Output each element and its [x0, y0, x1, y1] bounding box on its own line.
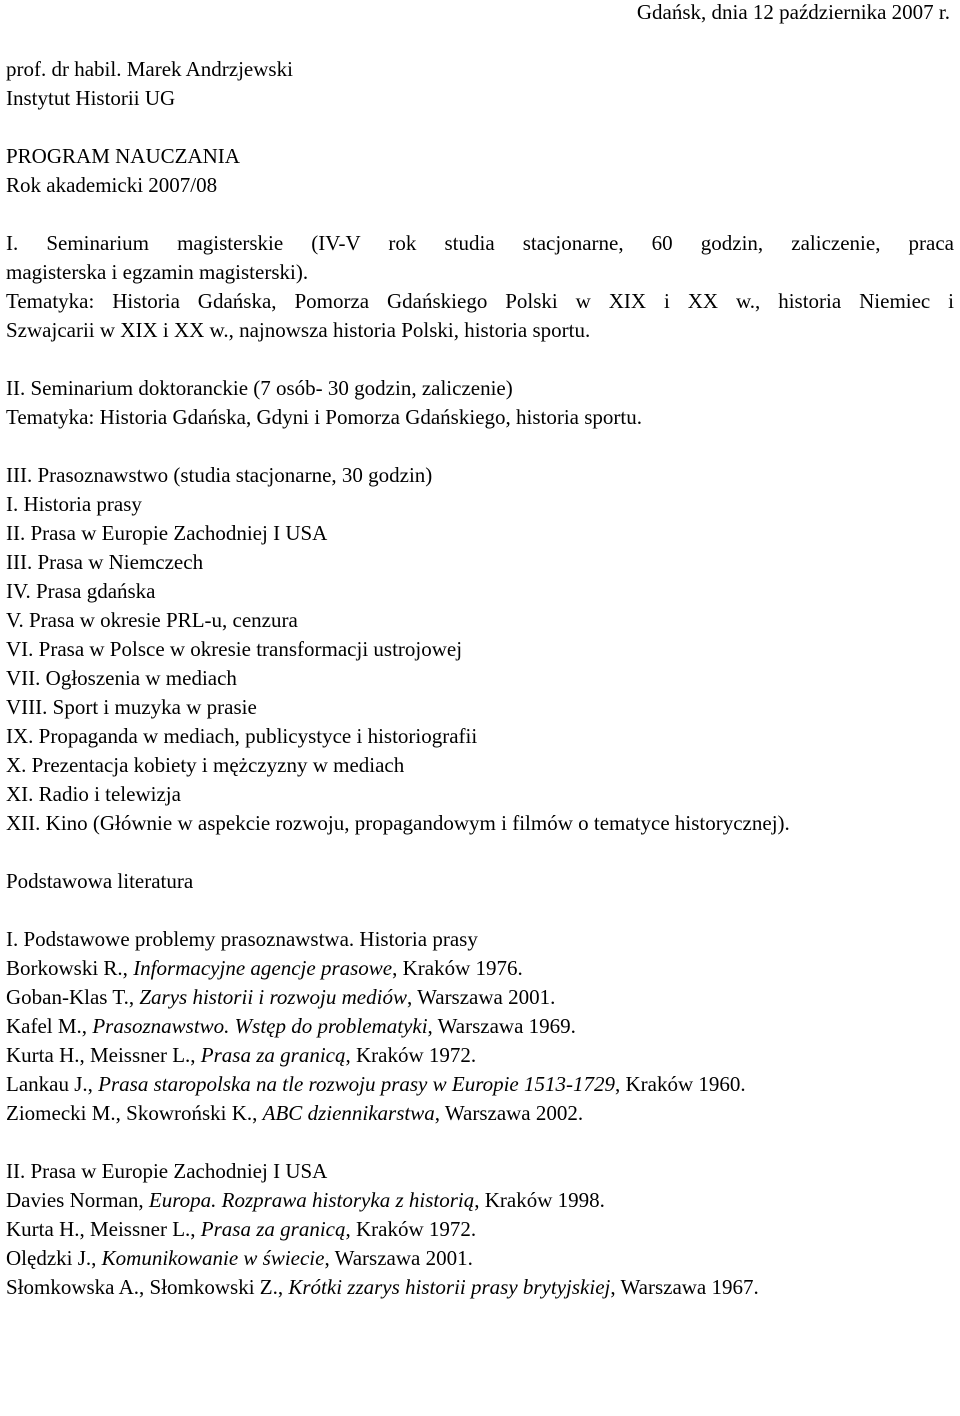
- topic-item: IX. Propaganda w mediach, publicystyce i historiografii: [6, 724, 478, 748]
- bibliography-entry: Ziomecki M., Skowroński K., ABC dziennikarstwa, Warszawa 2002.: [6, 1101, 584, 1125]
- bibliography-entry: Słomkowska A., Słomkowski Z., Krótki zzarys historii prasy brytyjskiej, Warszawa 1967.: [6, 1275, 759, 1299]
- topic-item: VII. Ogłoszenia w mediach: [6, 666, 237, 690]
- author-name: prof. dr habil. Marek Andrzjewski: [6, 57, 293, 81]
- bibliography-entry: Goban-Klas T., Zarys historii i rozwoju mediów, Warszawa 2001.: [6, 985, 556, 1009]
- section3-title: III. Prasoznawstwo (studia stacjonarne, 30 godzin): [6, 463, 433, 487]
- bibliography-entry: Kafel M., Prasoznawstwo. Wstęp do problematyki, Warszawa 1969.: [6, 1014, 576, 1038]
- section2-line2: Tematyka: Historia Gdańska, Gdyni i Pomorza Gdańskiego, historia sportu.: [6, 405, 642, 429]
- bibliography-entry: Davies Norman, Europa. Rozprawa historyka z historią, Kraków 1998.: [6, 1188, 605, 1212]
- academic-year: Rok akademicki 2007/08: [6, 173, 218, 197]
- section1-line1: I. Seminarium magisterskie (IV-V rok studia stacjonarne, 60 godzin, zaliczenie, praca: [6, 231, 954, 255]
- topic-item: V. Prasa w okresie PRL-u, cenzura: [6, 608, 298, 632]
- topic-item: II. Prasa w Europie Zachodniej I USA: [6, 521, 328, 545]
- topic-item: XI. Radio i telewizja: [6, 782, 181, 806]
- topic-item: XII. Kino (Głównie w aspekcie rozwoju, propagandowym i filmów o tematyce historycznej).: [6, 811, 790, 835]
- section2-line1: II. Seminarium doktoranckie (7 osób- 30 godzin, zaliczenie): [6, 376, 513, 400]
- topic-item: I. Historia prasy: [6, 492, 142, 516]
- topic-item: VIII. Sport i muzyka w prasie: [6, 695, 257, 719]
- topic-item: X. Prezentacja kobiety i mężczyzny w mediach: [6, 753, 405, 777]
- literature-group-title: II. Prasa w Europie Zachodniej I USA: [6, 1159, 328, 1183]
- topic-item: III. Prasa w Niemczech: [6, 550, 204, 574]
- bibliography-entry: Kurta H., Meissner L., Prasa za granicą, Kraków 1972.: [6, 1043, 477, 1067]
- section1-line2: magisterska i egzamin magisterski).: [6, 260, 309, 284]
- document-body: [6, 55, 954, 1302]
- topic-item: IV. Prasa gdańska: [6, 579, 156, 603]
- topic-item: VI. Prasa w Polsce w okresie transformacji ustrojowej: [6, 637, 463, 661]
- document-date: Gdańsk, dnia 12 października 2007 r.: [636, 0, 950, 24]
- literature-group-2: [6, 1157, 954, 1302]
- bibliography-entry: Lankau J., Prasa staropolska na tle rozwoju prasy w Europie 1513-1729, Kraków 1960.: [6, 1072, 746, 1096]
- bibliography-entry: Borkowski R., Informacyjne agencje prasowe, Kraków 1976.: [6, 956, 523, 980]
- section1-line4: Szwajcarii w XIX i XX w., najnowsza historia Polski, historia sportu.: [6, 318, 591, 342]
- institute-name: Instytut Historii UG: [6, 86, 176, 110]
- section-press-studies: [6, 461, 954, 838]
- literature-heading: Podstawowa literatura: [6, 869, 194, 893]
- program-title: PROGRAM NAUCZANIA: [6, 144, 240, 168]
- bibliography-entry: Kurta H., Meissner L., Prasa za granicą, Kraków 1972.: [6, 1217, 477, 1241]
- literature-group-title: I. Podstawowe problemy prasoznawstwa. Historia prasy: [6, 927, 478, 951]
- section-doctoral-seminar: [6, 374, 954, 432]
- section1-line3: Tematyka: Historia Gdańska, Pomorza Gdańskiego Polski w XIX i XX w., historia Niemiec i: [6, 289, 954, 313]
- literature-group-1: [6, 925, 954, 1128]
- bibliography-entry: Olędzki J., Komunikowanie w świecie, Warszawa 2001.: [6, 1246, 473, 1270]
- section-master-seminar: [6, 229, 954, 345]
